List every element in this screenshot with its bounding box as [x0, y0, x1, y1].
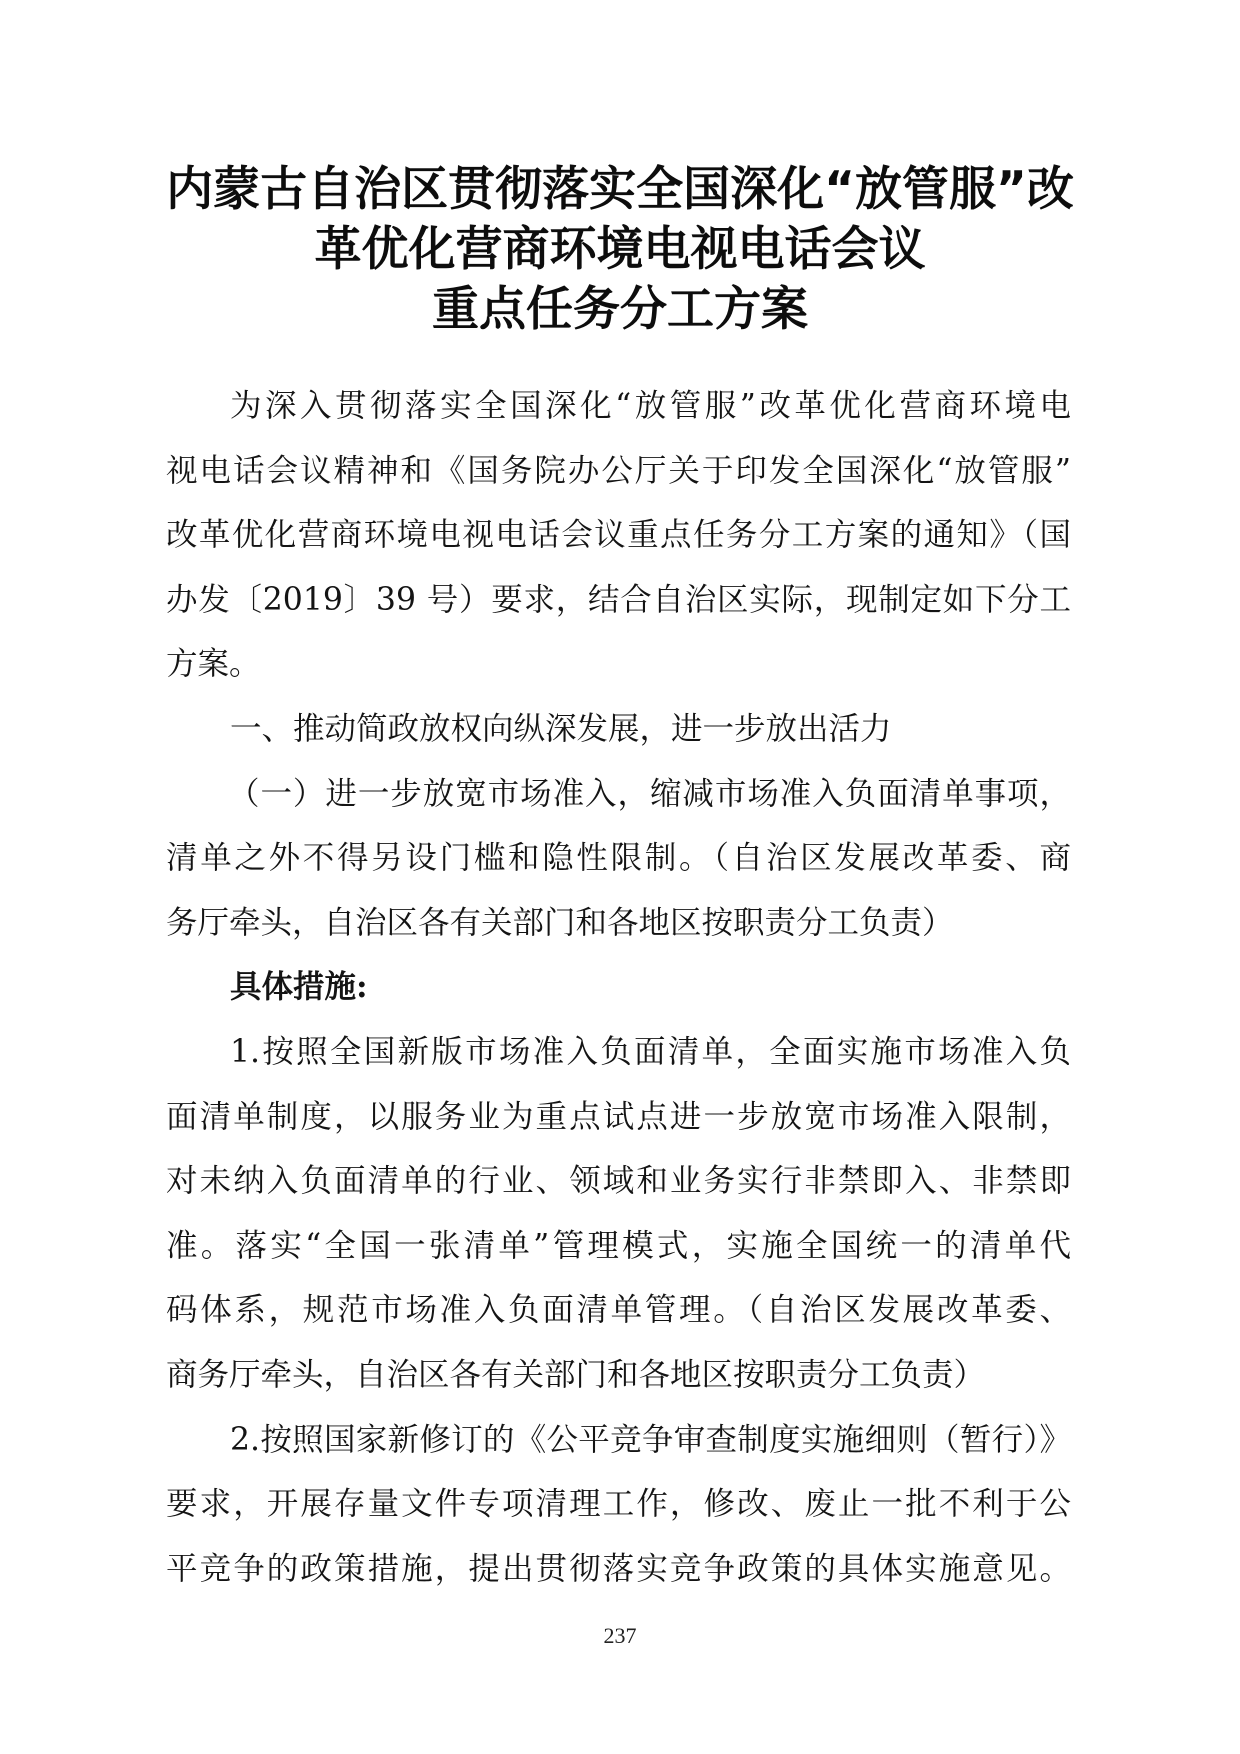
paragraph-line: 准。落实“全国一张清单”管理模式，实施全国统一的清单代 [166, 1227, 1071, 1264]
title-line: 革优化营商环境电视电话会议 [314, 222, 926, 277]
document-body [166, 374, 1071, 1601]
paragraph-line: 要求，开展存量文件专项清理工作，修改、废止一批不利于公 [166, 1486, 1071, 1523]
paragraph-line: 商务厅牵头，自治区各有关部门和各地区按职责分工负责） [166, 1356, 986, 1393]
paragraph-line: 平竞争的政策措施，提出贯彻落实竞争政策的具体实施意见。 [166, 1550, 1071, 1587]
paragraph-line: 改革优化营商环境电视电话会议重点任务分工方案的通知》（国 [166, 517, 1071, 554]
paragraph-line: 为深入贯彻落实全国深化“放管服”改革优化营商环境电 [230, 388, 1071, 424]
page-number: 237 [603, 1623, 637, 1648]
intro-paragraph [166, 374, 1071, 697]
paragraph-line: 务厅牵头，自治区各有关部门和各地区按职责分工负责） [166, 904, 954, 941]
paragraph-line: 2.按照国家新修订的《公平竞争审查制度实施细则（暂行）》 [230, 1421, 1071, 1458]
title-line: 重点任务分工方案 [432, 282, 808, 337]
point-one-paragraph [166, 1020, 1071, 1408]
title-line: 内蒙古自治区贯彻落实全国深化“放管服”改 [166, 162, 1074, 217]
section-heading: 一、推动简政放权向纵深发展，进一步放出活力 [230, 710, 892, 747]
item-one-paragraph [166, 762, 1071, 956]
paragraph-line: 办发〔2019〕39 号）要求，结合自治区实际，现制定如下分工 [166, 581, 1071, 618]
paragraph-line: 方案。 [166, 646, 261, 683]
paragraph-line: 码体系，规范市场准入负面清单管理。（自治区发展改革委、 [166, 1292, 1071, 1329]
paragraph-line: 面清单制度，以服务业为重点试点进一步放宽市场准入限制， [166, 1098, 1071, 1135]
point-two-paragraph [166, 1408, 1071, 1602]
paragraph-line: （一）进一步放宽市场准入，缩减市场准入负面清单事项， [228, 775, 1071, 812]
measures-label: 具体措施: [230, 968, 368, 1006]
paragraph-line: 视电话会议精神和《国务院办公厅关于印发全国深化“放管服” [166, 452, 1071, 489]
paragraph-line: 1.按照全国新版市场准入负面清单，全面实施市场准入负 [230, 1033, 1071, 1070]
paragraph-line: 对未纳入负面清单的行业、领域和业务实行非禁即入、非禁即 [166, 1163, 1071, 1200]
document-title [0, 160, 1240, 340]
paragraph-line: 清单之外不得另设门槛和隐性限制。（自治区发展改革委、商 [166, 840, 1071, 877]
